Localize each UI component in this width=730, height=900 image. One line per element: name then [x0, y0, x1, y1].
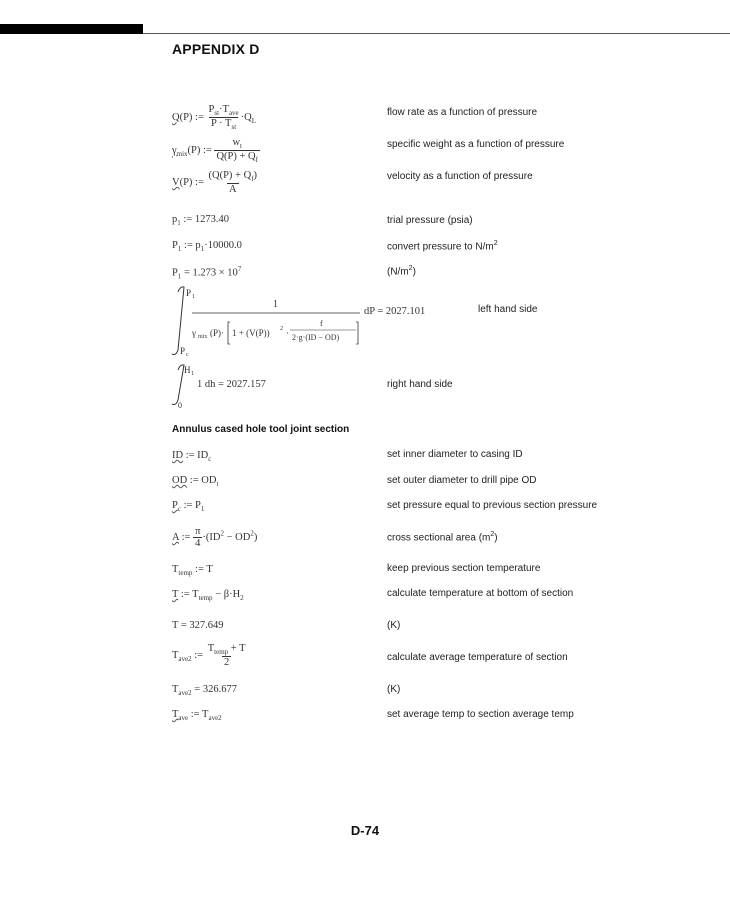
eq-pressure-equal: $P_c$ := $P_1$: [172, 500, 205, 514]
svg-text:(P)·: (P)·: [210, 328, 224, 338]
lhs-result-value: 2027.101: [385, 306, 426, 317]
eq-avg-temp: $T_{ave2}$ := $\frac{T_{temp} + T}{2}$: [172, 643, 246, 669]
desc-inner-diameter: set inner diameter to casing ID: [387, 449, 523, 460]
eq-keep-temp: $T_{temp}$ := T: [172, 564, 213, 578]
section-title: Annulus cased hole tool joint section: [172, 424, 350, 435]
svg-text:1: 1: [273, 299, 278, 310]
svg-text:f: f: [320, 319, 323, 328]
desc-calc-avg-temp: calculate average temperature of section: [387, 652, 568, 663]
svg-text:c: c: [186, 352, 189, 358]
svg-text:1: 1: [192, 294, 195, 300]
eq-inner-diameter: ID := $ID_c$: [172, 450, 212, 464]
desc-trial-pressure: trial pressure (psia): [387, 215, 473, 226]
svg-text:1: 1: [191, 371, 194, 377]
eq-velocity: V(P) := $\frac{(Q(P) + Q_f)}{A}$: [172, 170, 258, 196]
p1-result-value: 1.273 × 10: [192, 267, 238, 279]
desc-calc-temp: calculate temperature at bottom of section: [387, 588, 574, 599]
eq-specific-weight: $\gamma_{mix}(P)$ := $\frac{w_t}{Q(P) + Q_f}$: [172, 137, 258, 165]
svg-text:2·g·(ID − OD): 2·g·(ID − OD): [292, 333, 340, 342]
desc-flow-rate: flow rate as a function of pressure: [387, 107, 538, 118]
svg-text:H: H: [184, 365, 191, 375]
desc-velocity: velocity as a function of pressure: [387, 171, 533, 182]
T-result-value: 327.649: [189, 620, 224, 631]
desc-pressure-equal: set pressure equal to previous section pressure: [387, 500, 598, 511]
desc-cross-section: cross sectional area $(m^2)$: [387, 531, 498, 544]
eq-T-result: T = 327.649: [172, 620, 224, 631]
svg-text:0: 0: [178, 401, 182, 410]
eq-cross-section: A := $\frac{\pi}{4}$ $\cdot(ID^2 - OD^2)$: [172, 526, 258, 549]
eq-Tave2-result: $T_{ave2} = 326.677$: [172, 684, 237, 698]
desc-set-avg-temp: set average temp to section average temp: [387, 709, 574, 720]
eq-lhs-result: dP = 2027.101: [364, 306, 426, 317]
desc-right-hand: right hand side: [387, 379, 453, 390]
svg-text:·: ·: [286, 328, 289, 338]
rhs-result-value: 2027.157: [226, 379, 266, 390]
header-bar: [0, 24, 143, 34]
desc-outer-diameter: set outer diameter to drill pipe OD: [387, 475, 537, 486]
integral-left-svg: [168, 284, 368, 364]
page-title: APPENDIX D: [172, 41, 260, 57]
eq-rhs-result: 1 dh = 2027.157: [197, 379, 266, 390]
desc-specific-weight: specific weight as a function of pressure: [387, 139, 565, 150]
eq-calc-temp: T := $T_{temp} - \beta\cdot H_2$: [172, 589, 244, 603]
desc-left-hand: left hand side: [478, 304, 538, 315]
eq-set-avg-temp: $T_{ave}$ := $T_{ave2}$: [172, 709, 222, 723]
p1-psia-value: 1273.40: [194, 214, 229, 225]
svg-text:γ: γ: [192, 328, 196, 338]
eq-convert-pressure: $P_1$ := $p_1\cdot 10000.0$: [172, 240, 242, 254]
desc-temp-unit-2: (K): [387, 684, 401, 695]
eq-flow-rate: Q(P) := $\frac{P_{st}\cdot T_{ave}}{P \cdot T_{st}}$ $\cdot Q_L$: [172, 104, 257, 132]
header-rule: [143, 33, 730, 34]
eq-p1-result: $P_1 = 1.273 \times 10^7$: [172, 265, 242, 281]
svg-text:P: P: [186, 288, 192, 298]
desc-pressure-units: $(N/m^2)$: [387, 265, 416, 278]
svg-text:2: 2: [280, 326, 283, 332]
desc-convert-pressure: convert pressure to $N/m^2$: [387, 240, 498, 253]
p1-factor-value: 10000.0: [207, 240, 242, 251]
desc-keep-temp: keep previous section temperature: [387, 563, 541, 574]
eq-outer-diameter: OD := $OD_t$: [172, 475, 219, 489]
page-number: D-74: [350, 823, 380, 838]
svg-text:P: P: [180, 346, 186, 356]
eq-trial-pressure: $p_1$ := 1273.40: [172, 214, 229, 228]
svg-text:1 + (V(P)): 1 + (V(P)): [232, 328, 270, 338]
Tave2-result-value: 326.677: [202, 684, 237, 695]
desc-temp-unit-1: (K): [387, 620, 401, 631]
svg-text:mix: mix: [198, 334, 208, 340]
